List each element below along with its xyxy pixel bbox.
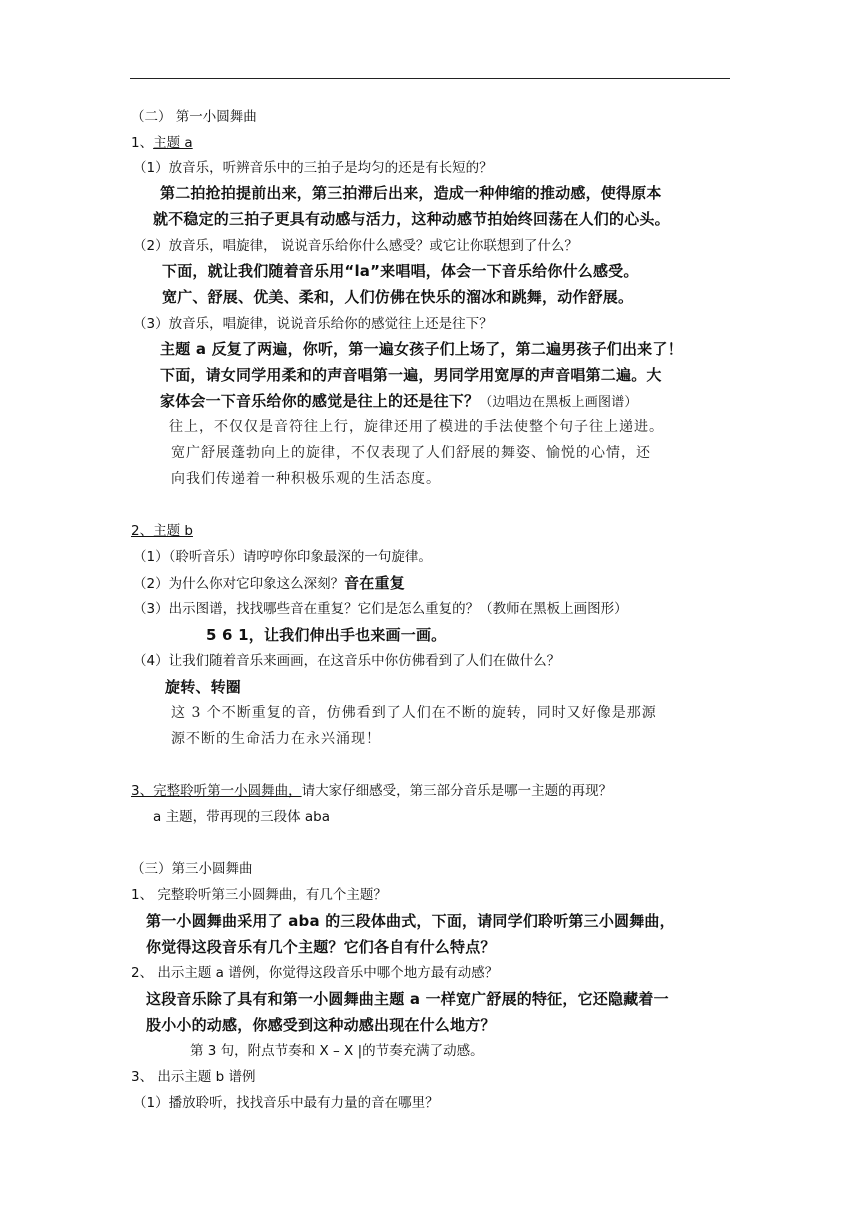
explanation-line-1: 往上，不仅仅是音符往上行，旋律还用了模进的手法使整个句子往上递进。 xyxy=(169,419,664,435)
topic-number: 1、 xyxy=(131,135,154,151)
topic-title: 主题 a xyxy=(153,135,193,151)
answer-3-line-2: 下面，请女同学用柔和的声音唱第一遍，男同学用宽厚的声音唱第二遍。大 xyxy=(160,366,662,384)
topic-b-answer-3: 5 6 1，让我们伸出手也来画一画。 xyxy=(206,626,447,644)
topic-a-heading xyxy=(131,134,193,152)
topic-3-underlined: 3、完整聆听第一小圆舞曲， xyxy=(131,783,302,799)
sec3-answer-1-line-2: 你觉得这段音乐有几个主题？它们各自有什么特点？ xyxy=(146,938,496,956)
topic-b-explanation-line-1: 这 3 个不断重复的音，仿佛看到了人们在不断的旋转，同时又好像是那源 xyxy=(171,705,657,721)
topic-b-heading: 2、主题 b xyxy=(131,523,193,539)
topic-b-answer-4: 旋转、转圈 xyxy=(165,678,242,696)
question-1: （1）放音乐，听辨音乐中的三拍子是均匀的还是有长短的？ xyxy=(133,160,493,176)
sec3-question-3: 3、 出示主题 b 谱例 xyxy=(131,1069,256,1085)
answer-2-line-2: 宽广、舒展、优美、柔和，人们仿佛在快乐的溜冰和跳舞，动作舒展。 xyxy=(162,288,634,306)
section-heading-3: （三）第三小圆舞曲 xyxy=(131,861,253,877)
topic-3-heading xyxy=(131,782,612,800)
answer-3-line-3-text: 家体会一下音乐给你的感觉是往上的还是往下？ xyxy=(160,392,480,410)
topic-b-explanation-line-2: 源不断的生命活力在永兴涌现！ xyxy=(171,731,381,747)
answer-3-note: （边唱边在黑板上画图谱） xyxy=(479,395,638,410)
sec3-question-2: 2、 出示主题 a 谱例，你觉得这段音乐中哪个地方最有动感？ xyxy=(131,965,499,981)
sec3-answer-2-line-2: 股小小的动感，你感受到这种动感出现在什么地方？ xyxy=(146,1016,496,1034)
sec3-question-1: 1、 完整聆听第三小圆舞曲，有几个主题？ xyxy=(131,887,387,903)
explanation-line-3: 向我们传递着一种积极乐观的生活态度。 xyxy=(171,471,441,487)
explanation-line-2: 宽广舒展蓬勃向上的旋律，不仅表现了人们舒展的舞姿、愉悦的心情，还 xyxy=(171,445,651,461)
topic-b-question-1: （1）（聆听音乐）请哼哼你印象最深的一句旋律。 xyxy=(133,549,432,565)
sec3-answer-2-line-1: 这段音乐除了具有和第一小圆舞曲主题 a 一样宽广舒展的特征，它还隐藏着一 xyxy=(146,990,669,1008)
topic-b-question-2 xyxy=(133,574,405,593)
answer-3-line-3 xyxy=(160,392,638,412)
header-rule xyxy=(130,78,730,79)
topic-b-answer-2: 音在重复 xyxy=(344,574,405,592)
answer-2-line-1: 下面，就让我们随着音乐用“la”来唱唱，体会一下音乐给你什么感受。 xyxy=(162,262,639,280)
answer-1-line-1: 第二拍抢拍提前出来，第三拍滞后出来，造成一种伸缩的推动感，使得原本 xyxy=(160,184,662,202)
answer-1-line-2: 就不稳定的三拍子更具有动感与活力，这种动感节拍始终回荡在人们的心头。 xyxy=(153,210,670,228)
answer-3-line-1: 主题 a 反复了两遍，你听，第一遍女孩子们上场了，第二遍男孩子们出来了！ xyxy=(160,340,683,358)
sec3-answer-1-line-1: 第一小圆舞曲采用了 aba 的三段体曲式，下面，请同学们聆听第三小圆舞曲， xyxy=(146,912,675,930)
topic-3-question: 请大家仔细感受，第三部分音乐是哪一主题的再现？ xyxy=(301,783,613,799)
sec3-question-3-sub: （1）播放聆听，找找音乐中最有力量的音在哪里？ xyxy=(133,1095,439,1111)
section-heading: （二） 第一小圆舞曲 xyxy=(131,109,257,125)
question-3: （3）放音乐，唱旋律，说说音乐给你的感觉往上还是往下？ xyxy=(133,316,493,332)
topic-b-question-3: （3）出示图谱，找找哪些音在重复？它们是怎么重复的？（教师在黑板上画图形） xyxy=(133,601,628,617)
topic-b-question-4: （4）让我们随着音乐来画画，在这音乐中你仿佛看到了人们在做什么？ xyxy=(133,653,561,669)
question-2: （2）放音乐，唱旋律， 说说音乐给你什么感受？或它让你联想到了什么？ xyxy=(133,238,578,254)
topic-b-question-2-text: （2）为什么你对它印象这么深刻？ xyxy=(133,576,345,592)
topic-3-answer: a 主题，带再现的三段体 aba xyxy=(153,809,330,825)
sec3-answer-2-note: 第 3 句，附点节奏和 X – X |的节奏充满了动感。 xyxy=(190,1043,484,1059)
